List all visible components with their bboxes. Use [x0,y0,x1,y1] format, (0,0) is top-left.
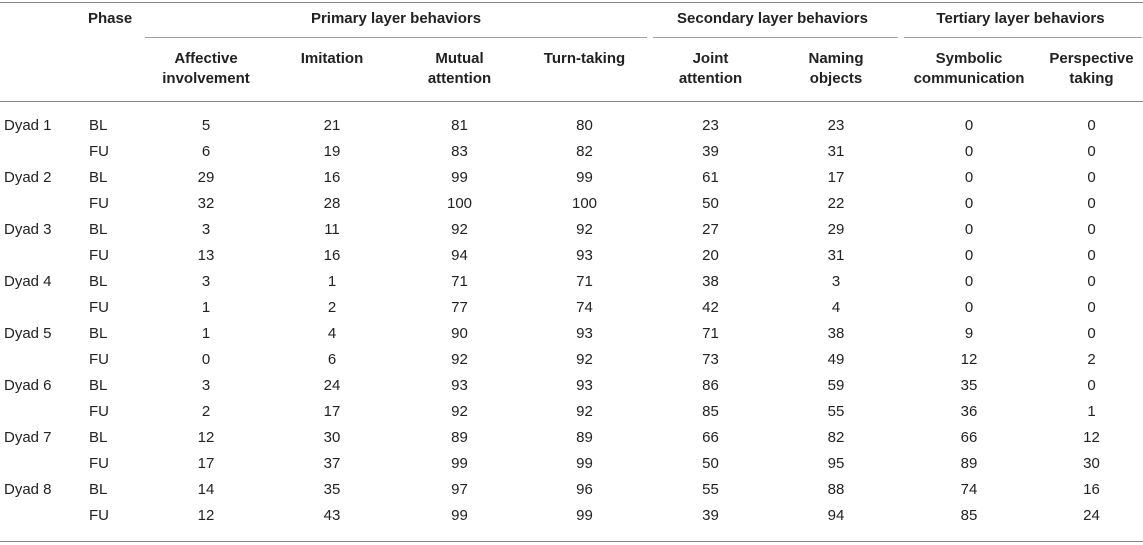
value-cell: 31 [827,247,845,264]
phase-label: BL [89,377,108,394]
table-row [0,269,1143,295]
value-cell: 100 [571,195,598,212]
value-cell: 22 [827,195,845,212]
dyad-label: Dyad 6 [4,377,52,394]
col-header-line: taking [1069,70,1114,87]
phase-label: FU [89,143,109,160]
value-cell: 0 [964,273,974,290]
value-cell: 3 [201,273,211,290]
value-cell: 74 [576,299,593,316]
value-cell: 92 [451,351,468,368]
value-cell: 39 [702,143,719,160]
value-cell: 83 [451,143,468,160]
value-cell: 12 [197,507,215,524]
header-group-row [0,0,1143,37]
value-cell: 55 [827,403,845,420]
phase-label: BL [89,273,108,290]
value-cell: 99 [451,169,468,186]
value-cell: 93 [576,325,593,342]
table-row [0,503,1143,529]
phase-label: BL [89,221,108,238]
value-cell: 89 [576,429,593,446]
phase-header: Phase [88,9,133,27]
value-cell: 23 [702,117,719,134]
dyad-label [0,347,88,373]
value-cell: 81 [451,117,468,134]
value-cell: 38 [827,325,845,342]
col-header-line: Symbolic [935,50,1003,67]
value-cell: 12 [1083,429,1100,446]
value-cell: 30 [1083,455,1100,472]
value-cell: 85 [960,507,978,524]
table-body [0,101,1143,529]
col-header-joint-attention [647,37,774,101]
col-header-turn-taking [522,37,647,101]
value-cell: 37 [323,455,341,472]
value-cell: 17 [827,169,845,186]
value-cell: 29 [827,221,845,238]
table-row [0,165,1143,191]
value-cell: 6 [201,143,211,160]
value-cell: 1 [201,299,211,316]
value-cell: 0 [1087,169,1096,186]
phase-label: FU [89,195,109,212]
col-header-perspective-taking [1040,37,1143,101]
table-row [0,295,1143,321]
table-row [0,347,1143,373]
value-cell: 29 [197,169,215,186]
value-cell: 50 [702,195,719,212]
value-cell: 6 [327,351,337,368]
value-cell: 11 [324,221,340,238]
value-cell: 1 [327,273,337,290]
col-header-line: Affective [174,50,238,67]
col-header-line: objects [809,70,863,87]
value-cell: 50 [702,455,719,472]
value-cell: 21 [323,117,341,134]
value-cell: 0 [964,195,974,212]
tertiary-group-header: Tertiary layer behaviors [936,9,1105,27]
value-cell: 20 [702,247,719,264]
dyad-label: Dyad 2 [4,169,52,186]
value-cell: 30 [323,429,341,446]
value-cell: 17 [323,403,341,420]
value-cell: 0 [1087,221,1096,238]
value-cell: 9 [964,325,974,342]
value-cell: 73 [702,351,719,368]
table-row [0,373,1143,399]
dyad-label [0,191,88,217]
value-cell: 0 [1087,299,1096,316]
value-cell: 99 [451,455,468,472]
phase-label: BL [89,481,108,498]
value-cell: 94 [451,247,468,264]
table-row [0,217,1143,243]
value-cell: 4 [831,299,841,316]
empty-header-cell [0,0,88,37]
phase-label: BL [89,169,108,186]
table-row [0,451,1143,477]
col-header-line: attention [678,70,743,87]
value-cell: 92 [451,221,468,238]
table-row [0,425,1143,451]
value-cell: 59 [827,377,845,394]
table-row [0,321,1143,347]
value-cell: 66 [960,429,978,446]
bottom-rule [0,541,1143,542]
value-cell: 0 [1087,273,1096,290]
value-cell: 1 [201,325,211,342]
value-cell: 4 [327,325,337,342]
dyad-label: Dyad 8 [4,481,52,498]
dyad-label: Dyad 3 [4,221,52,238]
value-cell: 90 [451,325,468,342]
primary-group-header: Primary layer behaviors [310,9,482,27]
value-cell: 92 [576,351,593,368]
value-cell: 2 [201,403,211,420]
value-cell: 92 [451,403,468,420]
value-cell: 86 [702,377,719,394]
value-cell: 71 [451,273,468,290]
secondary-group-header: Secondary layer behaviors [677,9,868,27]
phase-label: FU [89,299,109,316]
table-row [0,477,1143,503]
table-row [0,113,1143,139]
dyad-label [0,503,88,529]
dyad-label: Dyad 1 [4,117,52,134]
dyad-label [0,295,88,321]
value-cell: 0 [964,299,974,316]
value-cell: 16 [323,247,341,264]
dyad-label [0,243,88,269]
col-header-line: attention [427,70,492,87]
value-cell: 3 [201,377,211,394]
dyad-label [0,399,88,425]
col-header-imitation [267,37,397,101]
col-header-line: communication [913,70,1025,87]
phase-label: BL [89,429,108,446]
value-cell: 93 [576,247,593,264]
value-cell: 0 [1087,377,1096,394]
value-cell: 55 [702,481,719,498]
value-cell: 0 [964,143,974,160]
value-cell: 66 [702,429,719,446]
col-header-symbolic-communication [898,37,1040,101]
value-cell: 32 [197,195,215,212]
col-header-line: Imitation [300,50,364,67]
col-header-line: Joint [692,50,729,67]
value-cell: 0 [1087,325,1096,342]
value-cell: 24 [323,377,341,394]
col-header-line: Turn-taking [543,50,626,67]
header-column-row [0,37,1143,101]
value-cell: 28 [323,195,341,212]
value-cell: 100 [446,195,473,212]
value-cell: 12 [960,351,978,368]
value-cell: 88 [827,481,845,498]
table-row [0,191,1143,217]
value-cell: 89 [451,429,468,446]
col-header-line: involvement [162,70,250,87]
value-cell: 19 [323,143,341,160]
phase-label: FU [89,351,109,368]
value-cell: 27 [702,221,719,238]
table-row [0,399,1143,425]
col-header-mutual-attention [397,37,522,101]
value-cell: 99 [576,169,593,186]
value-cell: 0 [964,247,974,264]
value-cell: 16 [323,169,341,186]
value-cell: 16 [1083,481,1100,498]
value-cell: 82 [576,143,593,160]
value-cell: 74 [960,481,978,498]
value-cell: 0 [1087,195,1096,212]
spacer-row [0,101,1143,113]
value-cell: 43 [323,507,341,524]
value-cell: 80 [576,117,593,134]
col-header-affective-involvement [145,37,267,101]
dyad-label: Dyad 7 [4,429,52,446]
value-cell: 1 [1087,403,1096,420]
value-cell: 0 [964,117,974,134]
dyad-label [0,139,88,165]
value-cell: 96 [576,481,593,498]
value-cell: 71 [576,273,593,290]
value-cell: 13 [197,247,215,264]
value-cell: 71 [702,325,719,342]
value-cell: 35 [960,377,978,394]
value-cell: 23 [827,117,845,134]
dyad-label: Dyad 4 [4,273,52,290]
value-cell: 0 [1087,117,1096,134]
value-cell: 61 [702,169,719,186]
value-cell: 94 [827,507,845,524]
dyad-label [0,451,88,477]
value-cell: 42 [702,299,719,316]
value-cell: 0 [1087,247,1096,264]
value-cell: 35 [323,481,341,498]
phase-label: FU [89,507,109,524]
value-cell: 17 [197,455,215,472]
value-cell: 24 [1083,507,1100,524]
value-cell: 77 [451,299,468,316]
phase-label: FU [89,403,109,420]
value-cell: 85 [702,403,719,420]
dyad-label: Dyad 5 [4,325,52,342]
phase-label: FU [89,247,109,264]
value-cell: 99 [576,507,593,524]
value-cell: 0 [964,169,974,186]
col-header-line: Mutual [435,50,484,67]
value-cell: 0 [964,221,974,238]
value-cell: 93 [576,377,593,394]
table-row [0,139,1143,165]
value-cell: 39 [702,507,719,524]
empty-header-cell [88,37,145,101]
value-cell: 5 [201,117,211,134]
value-cell: 36 [960,403,978,420]
value-cell: 92 [576,221,593,238]
value-cell: 93 [451,377,468,394]
value-cell: 97 [451,481,468,498]
value-cell: 38 [702,273,719,290]
value-cell: 92 [576,403,593,420]
empty-header-cell [0,37,88,101]
value-cell: 0 [1087,143,1096,160]
value-cell: 99 [451,507,468,524]
value-cell: 95 [827,455,845,472]
col-header-line: Perspective [1049,50,1134,67]
value-cell: 2 [1087,351,1096,368]
value-cell: 49 [827,351,845,368]
phase-label: FU [89,455,109,472]
phase-label: BL [89,325,108,342]
value-cell: 3 [831,273,841,290]
value-cell: 3 [201,221,211,238]
value-cell: 31 [827,143,845,160]
value-cell: 0 [201,351,211,368]
value-cell: 89 [960,455,978,472]
col-header-naming-objects [774,37,898,101]
value-cell: 82 [827,429,845,446]
value-cell: 99 [576,455,593,472]
phase-label: BL [89,117,108,134]
col-header-line: Naming [808,50,864,67]
value-cell: 14 [197,481,215,498]
table-row [0,243,1143,269]
value-cell: 2 [327,299,337,316]
value-cell: 12 [197,429,215,446]
